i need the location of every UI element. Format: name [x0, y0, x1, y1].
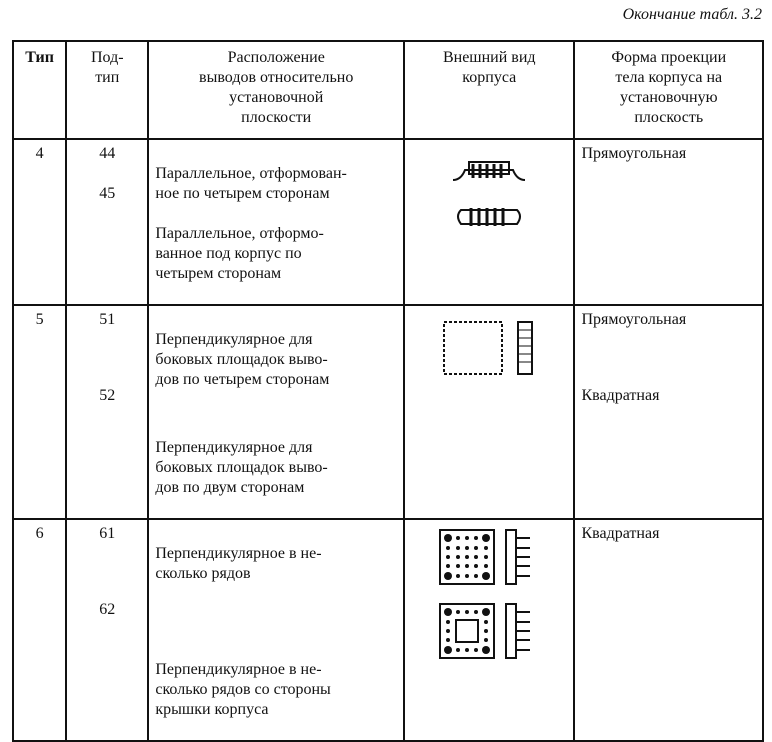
projection-cell — [574, 305, 763, 519]
package-62-drawing — [434, 600, 544, 662]
appearance-cell — [404, 305, 574, 519]
table-row-type-5 — [13, 305, 763, 519]
location-cell — [148, 305, 404, 519]
type-cell: 4 — [13, 139, 66, 305]
projection-text: Квадратная — [581, 387, 660, 404]
location-text: Перпендикулярное для боковых площадок выво- дов по двум сторонам — [155, 439, 328, 496]
location-text: Перпендикулярное в не- сколько рядов — [155, 545, 322, 582]
subtype-value: 52 — [99, 387, 116, 404]
subtype-cell — [66, 305, 148, 519]
table-caption: Окончание табл. 3.2 — [622, 6, 762, 23]
header-appearance-label: Внешний вид корпуса — [442, 49, 536, 86]
subtype-cell — [66, 519, 148, 741]
package-45-drawing — [449, 196, 529, 232]
appearance-cell — [404, 139, 574, 305]
table-header-row — [13, 41, 763, 139]
projection-text: Прямоугольная — [581, 311, 687, 328]
header-subtype — [66, 41, 148, 139]
header-projection — [574, 41, 763, 139]
location-text: Параллельное, отформо- ванное под корпус по четырем сторонам — [155, 225, 324, 282]
location-text: Перпендикулярное для боковых площадок выво- дов по четырем сторонам — [155, 331, 330, 388]
package-61-drawing — [434, 526, 544, 588]
location-text: Перпендикулярное в не- сколько рядов со стороны крышки корпуса — [155, 661, 331, 718]
header-subtype-label: Под- тип — [90, 49, 124, 86]
projection-cell: Прямоугольная — [574, 139, 763, 305]
table-row-type-4 — [13, 139, 763, 305]
projection-cell: Квадратная — [574, 519, 763, 741]
subtype-value: 62 — [99, 601, 116, 618]
type-cell: 6 — [13, 519, 66, 741]
table-row-type-6 — [13, 519, 763, 741]
package-table — [12, 40, 764, 742]
header-type: Тип — [13, 41, 66, 139]
header-location-label: Расположение выводов относительно установочной плоскости — [199, 49, 354, 126]
subtype-value: 44 — [99, 145, 116, 162]
location-cell — [148, 519, 404, 741]
location-cell — [148, 139, 404, 305]
subtype-value: 45 — [99, 185, 116, 202]
package-51-drawing — [434, 316, 544, 380]
package-44-drawing — [449, 152, 529, 188]
subtype-value: 51 — [99, 311, 116, 328]
subtype-cell — [66, 139, 148, 305]
header-appearance — [404, 41, 574, 139]
subtype-value: 61 — [99, 525, 116, 542]
header-location — [148, 41, 404, 139]
appearance-cell — [404, 519, 574, 741]
location-text: Параллельное, отформован- ное по четырем сторонам — [155, 165, 347, 202]
type-cell: 5 — [13, 305, 66, 519]
header-projection-label: Форма проекции тела корпуса на установочную плоскость — [611, 49, 727, 126]
